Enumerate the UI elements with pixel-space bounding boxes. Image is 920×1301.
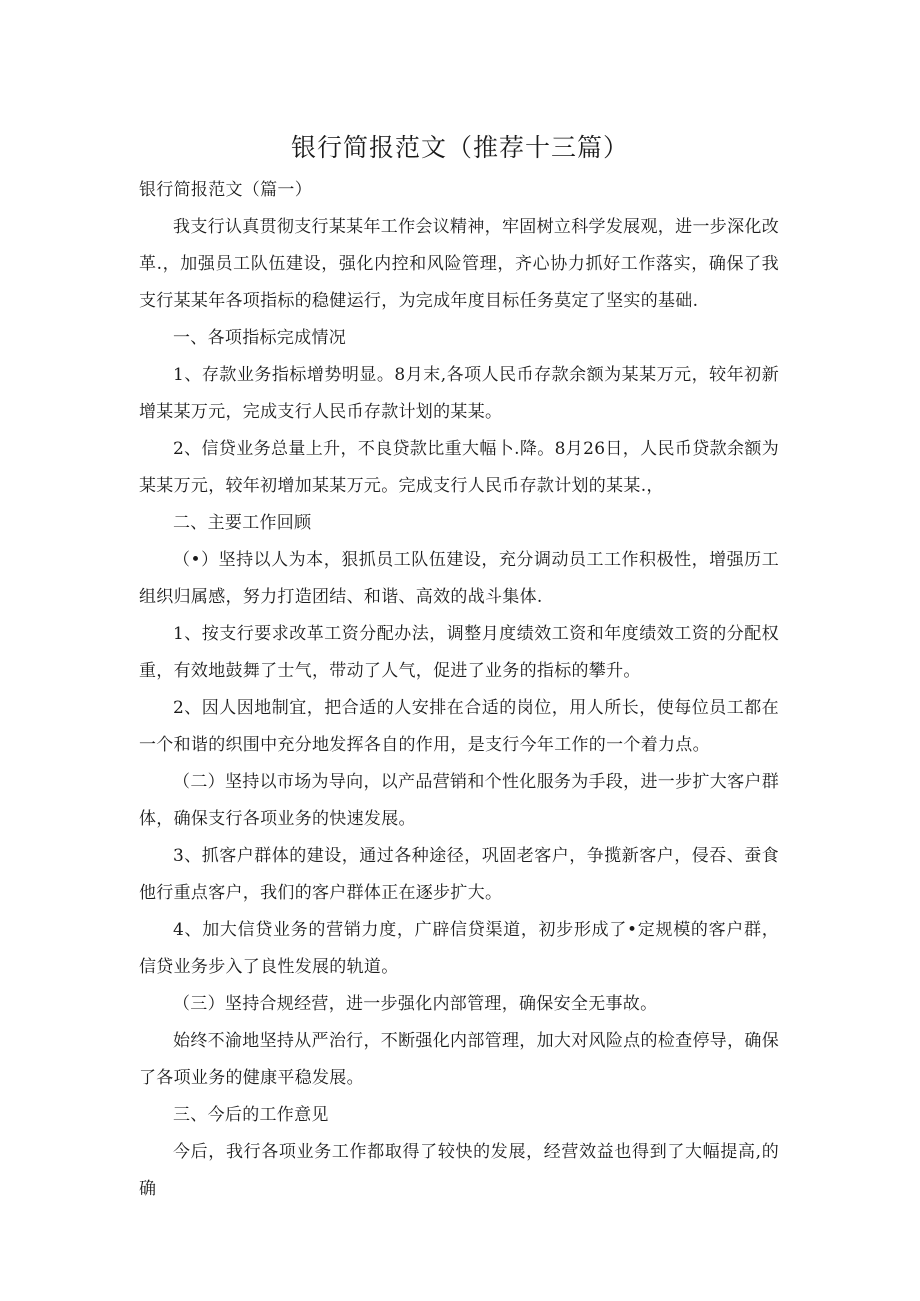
- paragraph: 1、按支行要求改革工资分配办法，调整月度绩效工资和年度绩效工资的分配权重，有效地鼓舞了士气，带动了人气，促进了业务的指标的攀升。: [139, 624, 779, 681]
- section-heading: 二、主要工作回顾: [173, 513, 312, 533]
- paragraph: 3、抓客户群体的建设，通过各种途径，巩固老客户，争揽新客户，侵吞、蚕食他行重点客户，我们的客户群体正在逐步扩大。: [139, 846, 779, 903]
- paragraph: （三）坚持合规经营，进一步强化内部管理，确保安全无事故。: [173, 994, 658, 1014]
- paragraph: 今后，我行各项业务工作都取得了较快的发展，经营效益也得到了大幅提高,的确: [139, 1142, 779, 1199]
- section-heading: 三、今后的工作意见: [173, 1105, 329, 1125]
- paragraph: 4、加大信贷业务的营销力度，广辟信贷渠道，初步形成了•定规模的客户群，信贷业务步入了良性发展的轨道。: [139, 920, 779, 977]
- paragraph: 始终不渝地坚持从严治行，不断强化内部管理，加大对风险点的检查停导，确保了各项业务的健康平稳发展。: [139, 1031, 779, 1088]
- section-heading: 一、各项指标完成情况: [173, 328, 346, 348]
- document-title: 银行简报范文（推荐十三篇）: [290, 133, 629, 162]
- section-subtitle: 银行简报范文（篇一）: [139, 180, 312, 200]
- paragraph: （二）坚持以市场为导向，以产品营销和个性化服务为手段，进一步扩大客户群体，确保支行各项业务的快速发展。: [139, 772, 779, 829]
- paragraph: 2、信贷业务总量上升，不良贷款比重大幅卜.降。8月26日，人民币贷款余额为某某万元，较年初增加某某万元。完成支行人民币存款计划的某某.，: [139, 439, 779, 496]
- document-body: [139, 172, 779, 1208]
- paragraph: 我支行认真贯彻支行某某年工作会议精神，牢固树立科学发展观，进一步深化改革.，加强员工队伍建设，强化内控和风险管理，齐心协力抓好工作落实，确保了我支行某某年各项指标的稳健运行，为完成年度目标任务莫定了坚实的基础.: [139, 217, 779, 311]
- paragraph: 2、因人因地制宜，把合适的人安排在合适的岗位，用人所长，使每位员工都在一个和谐的织围中充分地发挥各自的作用，是支行今年工作的一个着力点。: [139, 698, 779, 755]
- paragraph: 1、存款业务指标增势明显。8月末,各项人民币存款余额为某某万元，较年初新增某某万元，完成支行人民币存款计划的某某。: [139, 365, 779, 422]
- paragraph: （•）坚持以人为本，狠抓员工队伍建设，充分调动员工工作积极性，增强历工组织归属感，努力打造团结、和谐、高效的战斗集体.: [139, 550, 779, 607]
